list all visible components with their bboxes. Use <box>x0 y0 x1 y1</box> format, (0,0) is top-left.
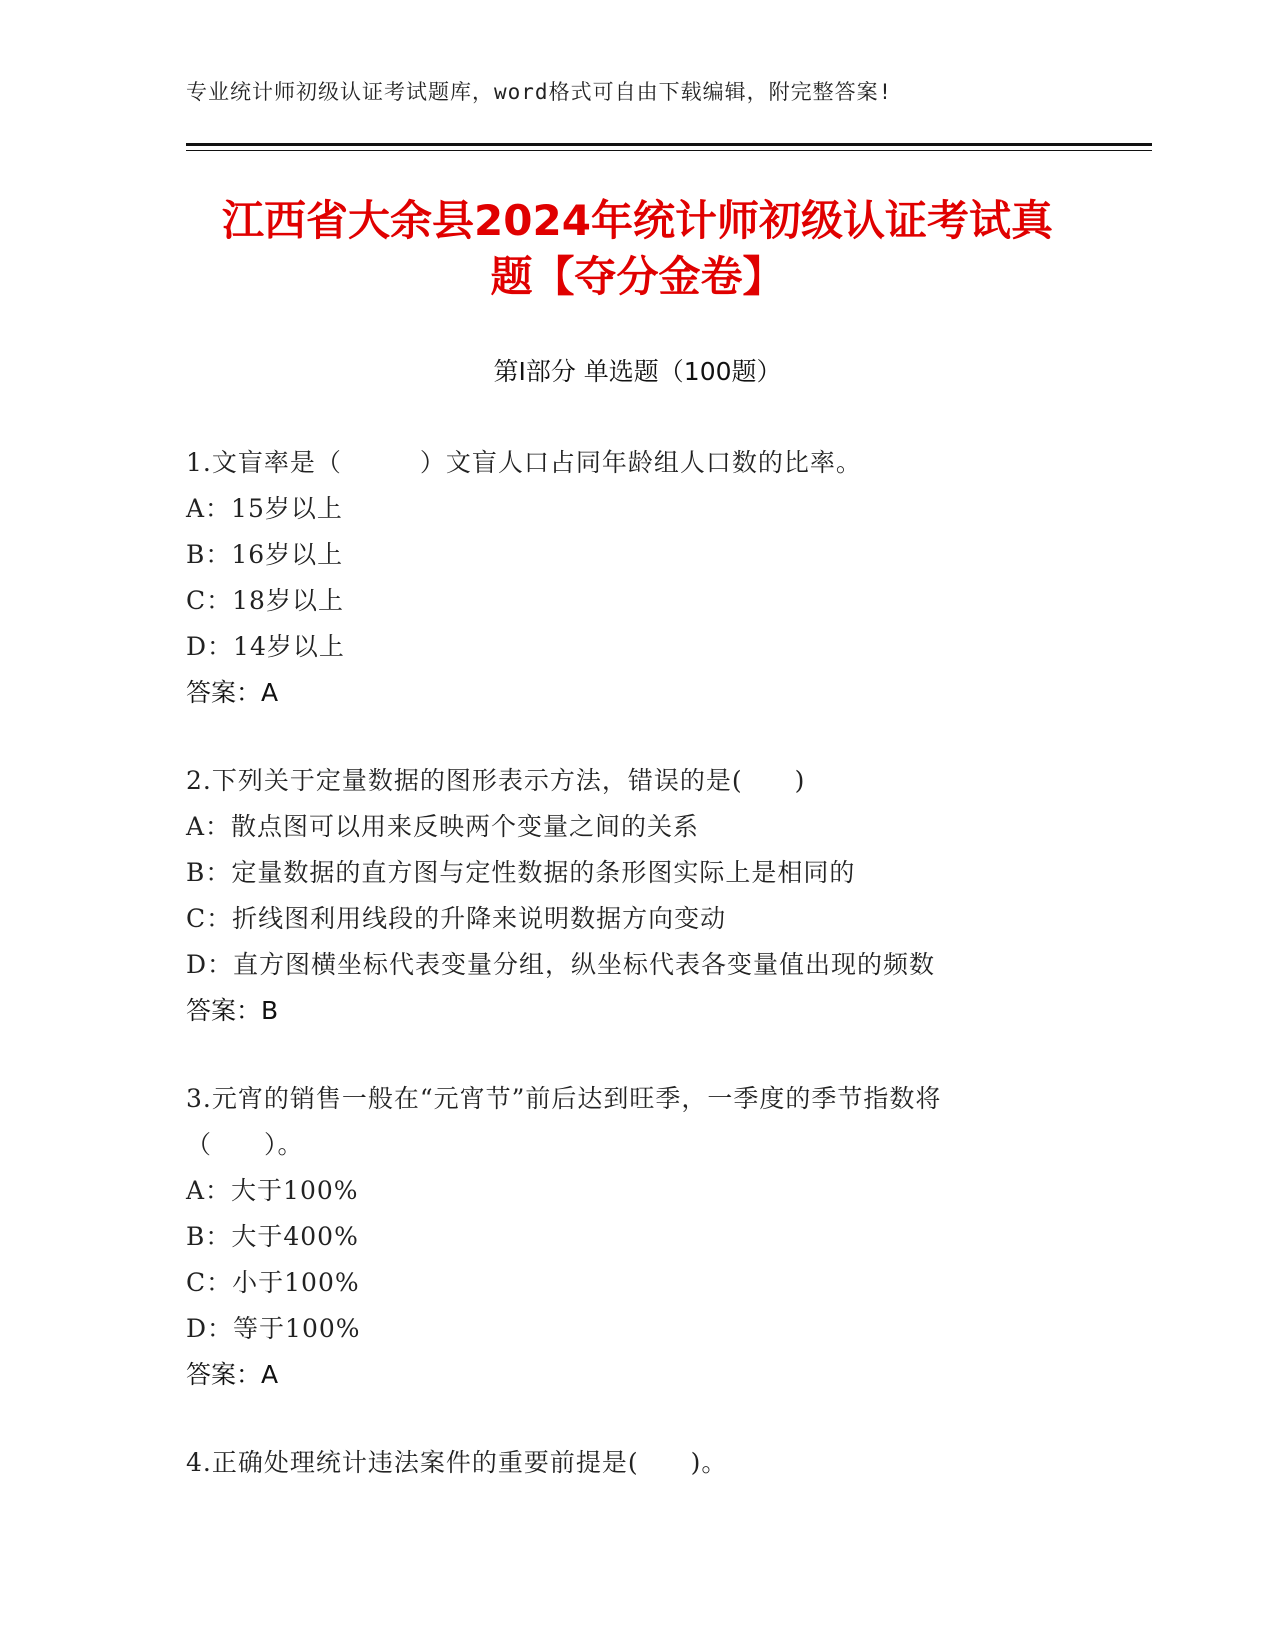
option-a: A：大于100% <box>186 1176 359 1205</box>
option-c: C：18岁以上 <box>186 586 344 615</box>
option-b: B：定量数据的直方图与定性数据的条形图实际上是相同的 <box>186 858 856 887</box>
question-stem: 1.文盲率是（ ）文盲人口占同年龄组人口数的比率。 <box>186 448 862 477</box>
option-b: B：16岁以上 <box>186 540 344 569</box>
option-c: C：小于100% <box>186 1268 360 1297</box>
header-rule-thick <box>186 143 1152 146</box>
option-b: B：大于400% <box>186 1222 359 1251</box>
option-d: D：直方图横坐标代表变量分组，纵坐标代表各变量值出现的频数 <box>186 950 936 979</box>
question-stem: 4.正确处理统计违法案件的重要前提是( )。 <box>186 1448 728 1477</box>
question-stem: 2.下列关于定量数据的图形表示方法，错误的是( ) <box>186 766 806 795</box>
header-rule-thin <box>186 150 1152 151</box>
option-c: C：折线图利用线段的升降来说明数据方向变动 <box>186 904 727 933</box>
answer-label: 答案：A <box>186 678 279 707</box>
question-stem-continued: （ ）。 <box>186 1130 304 1159</box>
answer-label: 答案：A <box>186 1360 279 1389</box>
title-line-2: 题【夺分金卷】 <box>490 252 785 301</box>
question-2 <box>186 758 1086 1034</box>
option-a: A：散点图可以用来反映两个变量之间的关系 <box>186 812 700 841</box>
option-a: A：15岁以上 <box>186 494 343 523</box>
question-3 <box>186 1076 1086 1398</box>
option-d: D：14岁以上 <box>186 632 345 661</box>
section-title: 第Ⅰ部分 单选题（100题） <box>493 357 782 386</box>
answer-label: 答案：B <box>186 996 279 1025</box>
document-title <box>150 193 1125 305</box>
question-1 <box>186 440 1086 716</box>
page-header-text: 专业统计师初级认证考试题库，word格式可自由下载编辑，附完整答案! <box>186 80 893 104</box>
title-line-1: 江西省大余县2024年统计师初级认证考试真 <box>222 196 1053 245</box>
option-d: D：等于100% <box>186 1314 361 1343</box>
question-stem: 3.元宵的销售一般在“元宵节”前后达到旺季，一季度的季节指数将 <box>186 1084 942 1113</box>
question-4 <box>186 1440 1086 1486</box>
